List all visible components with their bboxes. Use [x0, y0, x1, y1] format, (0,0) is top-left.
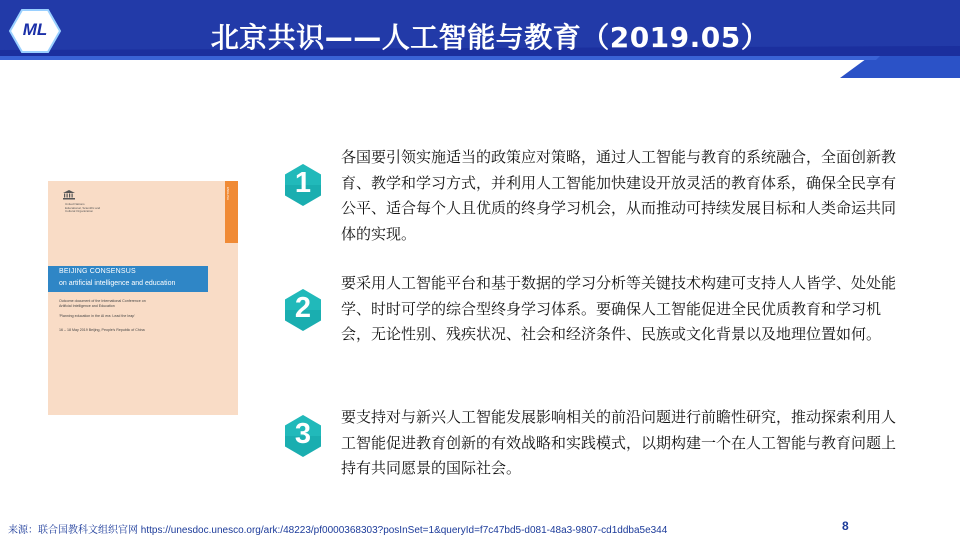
source-link[interactable]: https://unesdoc.unesco.org/ark:/48223/pf0000368303?posInSet=1&queryId=f7c47bd5-d081-48a3-9807-cd1ddba5e344: [140, 525, 668, 536]
source-label: 来源：联合国教科文组织官网: [8, 525, 138, 536]
logo-text: ML: [22, 20, 48, 39]
page-title: 北京共识——人工智能与教育（2019.05）: [210, 21, 770, 54]
cover-outcome-line2: Artificial Intelligence and Education: [59, 304, 115, 308]
number-label: 2: [294, 292, 312, 324]
cover-dates: 16 – 18 May 2019 Beijing, People's Republic of China: [59, 328, 145, 332]
unesco-emblem-icon: [63, 190, 75, 200]
number-label: 1: [294, 167, 312, 199]
cover-motto: 'Planning education in the AI era: Lead the leap': [59, 314, 135, 318]
paragraph-3: 要支持对与新兴人工智能发展影响相关的前沿问题进行前瞻性研究，推动探索利用人工智能促进教育创新的有效战略和实践模式，以期构建一个在人工智能与教育问题上持有共同愿景的国际社会。: [341, 408, 897, 477]
number-badge-2: [283, 288, 323, 332]
cover-org-line: Educational, Scientific and: [65, 205, 101, 210]
cover-org-line: United Nations: [65, 202, 85, 206]
number-badge-1: [283, 163, 323, 207]
ml-logo: [8, 8, 62, 54]
paragraph-1: 各国要引领实施适当的政策应对策略，通过人工智能与教育的系统融合，全面创新教育、教学和学习方式，并利用人工智能加快建设开放灵活的教育体系，确保全民享有公平、适合每个人且优质的终身学习机会，从而推动可持续发展目标和人类命运共同体的实现。: [341, 148, 897, 243]
cover-org-name: [65, 203, 105, 214]
cover-title-line1: BEIJING CONSENSUS: [59, 268, 136, 275]
cover-title-line2: on artificial intelligence and education: [59, 280, 176, 287]
cover-side-tab-text: ENGLISH: [226, 187, 230, 201]
cover-outcome-line1: Outcome document of the International Conference on: [59, 299, 146, 303]
cover-org-line: Cultural Organization: [65, 209, 94, 213]
header-band: [0, 0, 960, 78]
beijing-consensus-cover: [48, 181, 238, 415]
number-badge-3: [283, 414, 323, 458]
page-number: 8: [842, 519, 849, 533]
source-footer: [8, 521, 667, 536]
number-label: 3: [294, 418, 312, 450]
paragraph-2: 要采用人工智能平台和基于数据的学习分析等关键技术构建可支持人人皆学、处处能学、时时可学的综合型终身学习体系。要确保人工智能促进全民优质教育和学习机会，无论性别、残疾状况、社会和经济条件、民族或文化背景以及地理位置如何。: [341, 274, 897, 343]
